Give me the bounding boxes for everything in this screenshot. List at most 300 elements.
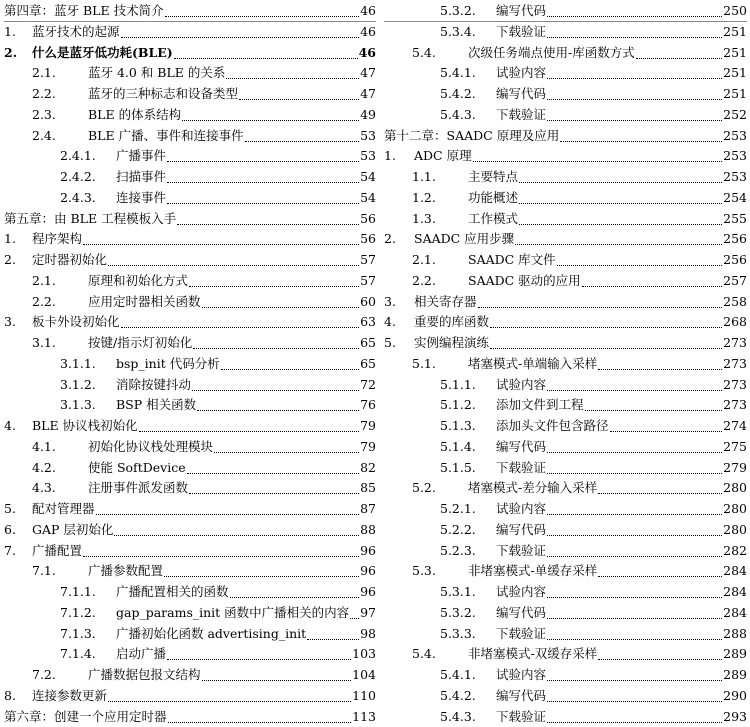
toc-entry[interactable] bbox=[384, 228, 747, 249]
toc-entry[interactable] bbox=[440, 581, 747, 602]
toc-entry[interactable] bbox=[60, 187, 376, 208]
toc-entry[interactable] bbox=[60, 602, 376, 623]
toc-entry[interactable] bbox=[440, 62, 747, 83]
toc-entry-page: 113 bbox=[352, 708, 376, 724]
toc-leader-dots bbox=[585, 397, 723, 411]
toc-leader-dots bbox=[598, 356, 722, 370]
toc-entry-title: 广播配置相关的函数 bbox=[116, 584, 229, 599]
toc-entry[interactable] bbox=[412, 42, 747, 63]
toc-entry-title: 使能 SoftDevice bbox=[88, 459, 186, 475]
toc-leader-dots bbox=[214, 439, 359, 453]
toc-entry[interactable] bbox=[440, 83, 747, 104]
toc-entry-page: 256 bbox=[723, 231, 747, 247]
toc-entry-number: 1. bbox=[4, 23, 16, 39]
toc-entry-number: 5.2.2. bbox=[440, 521, 476, 537]
toc-entry-page: 96 bbox=[360, 563, 376, 579]
toc-entry-title: BLE 协议栈初始化 bbox=[32, 418, 138, 433]
toc-entry-number: 5.2.3. bbox=[440, 542, 476, 558]
toc-entry-title: 非堵塞模式-双缓存采样 bbox=[468, 646, 598, 662]
toc-entry-title: 程序架构 bbox=[32, 231, 83, 247]
toc-entry-title: ADC 原理 bbox=[414, 148, 472, 164]
toc-entry-title: 试验内容 bbox=[496, 584, 547, 599]
toc-entry-page: 85 bbox=[360, 480, 376, 496]
toc-entry-title: 编写代码 bbox=[496, 3, 547, 18]
toc-entry-page: 110 bbox=[352, 687, 376, 703]
toc-entry-title: 堵塞模式-单端输入采样 bbox=[468, 355, 598, 371]
toc-entry-number: 5.1.2. bbox=[440, 397, 476, 413]
toc-leader-dots bbox=[547, 605, 722, 619]
toc-entry[interactable] bbox=[60, 581, 376, 602]
toc-leader-dots bbox=[598, 563, 722, 577]
toc-entry-page: 46 bbox=[358, 44, 376, 60]
toc-entry-page: 46 bbox=[360, 3, 376, 18]
toc-entry-page: 256 bbox=[723, 252, 747, 267]
toc-entry[interactable] bbox=[412, 208, 747, 229]
toc-entry[interactable] bbox=[440, 623, 747, 644]
toc-entry-title: 试验内容 bbox=[496, 501, 547, 516]
toc-entry-page: 288 bbox=[723, 625, 747, 641]
toc-entry[interactable] bbox=[4, 311, 376, 332]
toc-entry-number: 5.3.1. bbox=[440, 584, 476, 599]
toc-entry[interactable] bbox=[440, 457, 747, 478]
toc-entry-page: 97 bbox=[360, 604, 376, 620]
toc-entry-number: 5.4.3. bbox=[440, 708, 476, 724]
toc-entry[interactable] bbox=[384, 291, 747, 312]
toc-entry-page: 56 bbox=[360, 231, 376, 247]
toc-entry-title: 连接参数更新 bbox=[32, 687, 108, 703]
toc-leader-dots bbox=[108, 252, 359, 266]
toc-entry-page: 250 bbox=[723, 3, 747, 18]
toc-leader-dots bbox=[108, 688, 351, 702]
toc-entry[interactable] bbox=[4, 0, 376, 21]
toc-entry-number: 7. bbox=[4, 542, 16, 558]
toc-entry-page: 65 bbox=[360, 335, 376, 350]
toc-leader-dots bbox=[547, 65, 722, 79]
toc-leader-dots bbox=[245, 128, 360, 142]
toc-entry-number: 2. bbox=[384, 231, 396, 247]
toc-entry[interactable] bbox=[32, 457, 376, 478]
toc-entry-title: 蓝牙的三种标志和设备类型 bbox=[88, 86, 239, 101]
toc-leader-dots bbox=[490, 314, 722, 328]
toc-entry[interactable] bbox=[4, 519, 376, 540]
toc-entry-number: 第五章： bbox=[4, 210, 55, 226]
toc-entry[interactable] bbox=[440, 706, 747, 727]
toc-leader-dots bbox=[197, 397, 359, 411]
toc-entry-number: 1. bbox=[384, 148, 396, 164]
toc-entry[interactable] bbox=[32, 664, 376, 685]
toc-entry-page: 280 bbox=[723, 480, 747, 496]
toc-entry-title: 相关寄存器 bbox=[414, 293, 477, 309]
toc-entry-title: 扫描事件 bbox=[116, 169, 167, 184]
toc-entry-number: 2.1. bbox=[412, 252, 436, 267]
toc-entry-number: 2.1. bbox=[32, 272, 56, 288]
toc-entry-title: SAADC 原理及应用 bbox=[446, 127, 560, 143]
toc-entry-page: 279 bbox=[723, 459, 747, 475]
toc-entry-page: 280 bbox=[723, 501, 747, 516]
toc-entry[interactable] bbox=[32, 436, 376, 457]
toc-entry-title: 下载验证 bbox=[496, 23, 547, 39]
toc-entry-title: 原理和初始化方式 bbox=[88, 272, 189, 288]
toc-entry-page: 87 bbox=[360, 501, 376, 516]
toc-entry-page: 88 bbox=[360, 521, 376, 537]
toc-entry-title: 什么是蓝牙低功耗(BLE) bbox=[32, 44, 173, 60]
toc-entry-title: 消除按键抖动 bbox=[116, 376, 192, 392]
toc-entry-number: 5.2. bbox=[412, 480, 436, 496]
toc-entry-number: 7.1.2. bbox=[60, 604, 96, 620]
toc-entry[interactable] bbox=[60, 623, 376, 644]
toc-entry-title: 应用定时器相关函数 bbox=[88, 293, 201, 309]
toc-entry[interactable] bbox=[440, 602, 747, 623]
toc-leader-dots bbox=[547, 439, 722, 453]
toc-leader-dots bbox=[560, 128, 722, 142]
toc-entry-title: BLE 广播、事件和连接事件 bbox=[88, 127, 244, 143]
toc-entry-title: bsp_init 代码分析 bbox=[116, 355, 220, 371]
toc-entry-title: 编写代码 bbox=[496, 604, 547, 620]
toc-leader-dots bbox=[519, 190, 722, 204]
toc-leader-dots bbox=[307, 626, 359, 640]
toc-entry-title: 主要特点 bbox=[468, 169, 519, 184]
toc-entry-number: 1.2. bbox=[412, 189, 436, 205]
toc-entry[interactable] bbox=[412, 249, 747, 270]
toc-entry-page: 60 bbox=[360, 293, 376, 309]
toc-entry[interactable] bbox=[32, 83, 376, 104]
toc-entry-page: 251 bbox=[723, 65, 747, 81]
toc-entry[interactable] bbox=[32, 291, 376, 312]
toc-entry-page: 72 bbox=[360, 376, 376, 392]
toc-entry[interactable] bbox=[384, 332, 747, 353]
toc-leader-dots bbox=[221, 356, 359, 370]
toc-entry-page: 289 bbox=[723, 646, 747, 662]
toc-entry-page: 274 bbox=[723, 418, 747, 433]
toc-entry-page: 56 bbox=[360, 210, 376, 226]
toc-leader-dots bbox=[167, 190, 359, 204]
toc-entry-number: 2.4.2. bbox=[60, 169, 96, 184]
toc-entry-page: 284 bbox=[723, 563, 747, 579]
toc-leader-dots bbox=[547, 86, 722, 100]
toc-leader-dots bbox=[168, 709, 352, 723]
toc-entry[interactable] bbox=[32, 270, 376, 291]
toc-entry[interactable] bbox=[412, 353, 747, 374]
toc-entry-number: 3.1. bbox=[32, 335, 56, 350]
toc-entry-number: 5.3.2. bbox=[440, 3, 476, 18]
toc-leader-dots bbox=[187, 460, 360, 474]
toc-entry-number: 7.2. bbox=[32, 667, 56, 682]
toc-leader-dots bbox=[547, 626, 722, 640]
toc-entry-title: 功能概述 bbox=[468, 189, 519, 205]
toc-leader-dots bbox=[114, 522, 359, 536]
toc-leader-dots bbox=[547, 460, 722, 474]
toc-leader-dots bbox=[473, 148, 723, 162]
toc-leader-dots bbox=[83, 543, 359, 557]
toc-entry-title: 下载验证 bbox=[496, 459, 547, 475]
toc-entry[interactable] bbox=[440, 498, 747, 519]
toc-entry-number: 2.3. bbox=[32, 106, 56, 122]
toc-entry-page: 273 bbox=[723, 376, 747, 392]
toc-entry-page: 252 bbox=[723, 106, 747, 122]
toc-entry[interactable] bbox=[412, 270, 747, 291]
toc-entry-page: 104 bbox=[352, 667, 376, 682]
toc-entry-title: BLE 的体系结构 bbox=[88, 106, 182, 122]
toc-entry-title: 编写代码 bbox=[496, 521, 547, 537]
toc-entry-page: 79 bbox=[360, 418, 376, 433]
toc-entry-page: 275 bbox=[723, 438, 747, 454]
toc-entry[interactable] bbox=[60, 394, 376, 415]
toc-leader-dots bbox=[192, 377, 359, 391]
toc-entry-number: 5.3.3. bbox=[440, 625, 476, 641]
toc-entry-number: 第六章： bbox=[4, 708, 55, 724]
toc-entry-page: 76 bbox=[360, 397, 376, 413]
toc-leader-dots bbox=[636, 45, 722, 59]
toc-leader-dots bbox=[189, 480, 359, 494]
toc-entry[interactable] bbox=[440, 374, 747, 395]
toc-entry-number: 5. bbox=[384, 335, 396, 350]
toc-entry-number: 4.1. bbox=[32, 438, 56, 454]
toc-entry-number: 5.3. bbox=[412, 563, 436, 579]
toc-entry[interactable] bbox=[440, 685, 747, 706]
toc-entry-page: 79 bbox=[360, 438, 376, 454]
toc-entry[interactable] bbox=[440, 0, 747, 21]
toc-entry-number: 7.1.3. bbox=[60, 625, 96, 641]
toc-entry-title: SAADC 应用步骤 bbox=[414, 231, 515, 247]
toc-entry-page: 273 bbox=[723, 335, 747, 350]
toc-entry-number: 第十二章： bbox=[384, 127, 447, 143]
toc-leader-dots bbox=[182, 107, 359, 121]
toc-entry[interactable] bbox=[440, 394, 747, 415]
toc-entry[interactable] bbox=[412, 477, 747, 498]
toc-entry-number: 5.4.1. bbox=[440, 667, 476, 682]
toc-entry-page: 53 bbox=[360, 127, 376, 143]
toc-entry-number: 5.4.3. bbox=[440, 106, 476, 122]
toc-entry[interactable] bbox=[412, 643, 747, 664]
toc-entry[interactable] bbox=[4, 249, 376, 270]
toc-entry-page: 254 bbox=[723, 189, 747, 205]
toc-entry[interactable] bbox=[32, 104, 376, 125]
toc-leader-dots bbox=[598, 646, 722, 660]
toc-entry[interactable] bbox=[440, 519, 747, 540]
toc-entry[interactable] bbox=[60, 643, 376, 664]
toc-entry-page: 54 bbox=[360, 189, 376, 205]
toc-entry-page: 284 bbox=[723, 604, 747, 620]
toc-leader-dots bbox=[557, 252, 722, 266]
toc-entry[interactable] bbox=[440, 664, 747, 685]
toc-entry[interactable] bbox=[4, 21, 376, 42]
toc-entry-number: 2. bbox=[4, 252, 16, 267]
toc-entry-title: BSP 相关函数 bbox=[116, 397, 197, 413]
toc-entry-title: 下载验证 bbox=[496, 708, 547, 724]
toc-leader-dots bbox=[515, 231, 722, 245]
toc-entry-page: 96 bbox=[360, 542, 376, 558]
toc-entry-page: 57 bbox=[360, 272, 376, 288]
toc-leader-dots bbox=[547, 377, 722, 391]
toc-entry[interactable] bbox=[60, 145, 376, 166]
toc-entry-title: 定时器初始化 bbox=[32, 252, 108, 267]
toc-entry-title: 次级任务端点使用-库函数方式 bbox=[468, 44, 635, 60]
toc-entry-number: 4.3. bbox=[32, 480, 56, 496]
toc-leader-dots bbox=[239, 86, 359, 100]
toc-entry[interactable] bbox=[4, 498, 376, 519]
toc-entry-number: 2.4.1. bbox=[60, 148, 96, 164]
toc-entry-number: 3.1.3. bbox=[60, 397, 96, 413]
toc-entry-page: 103 bbox=[352, 646, 376, 662]
toc-entry[interactable] bbox=[412, 166, 747, 187]
toc-entry-number: 1.1. bbox=[412, 169, 436, 184]
toc-entry[interactable] bbox=[384, 125, 747, 146]
toc-entry-title: 试验内容 bbox=[496, 667, 547, 682]
toc-entry-page: 251 bbox=[723, 23, 747, 39]
toc-entry-number: 8. bbox=[4, 687, 16, 703]
toc-entry-page: 253 bbox=[723, 127, 747, 143]
toc-entry[interactable] bbox=[4, 415, 376, 436]
toc-entry-page: 46 bbox=[360, 23, 376, 39]
toc-entry-page: 289 bbox=[723, 667, 747, 682]
toc-entry-title: 下载验证 bbox=[496, 542, 547, 558]
toc-leader-dots bbox=[547, 543, 722, 557]
toc-entry-page: 284 bbox=[723, 584, 747, 599]
toc-entry-number: 1. bbox=[4, 231, 16, 247]
toc-leader-dots bbox=[202, 294, 360, 308]
toc-entry-number: 5.2.1. bbox=[440, 501, 476, 516]
toc-entry-number: 5.1. bbox=[412, 355, 436, 371]
toc-entry-title: 重要的库函数 bbox=[414, 314, 490, 330]
toc-entry[interactable] bbox=[60, 374, 376, 395]
toc-entry-title: SAADC 库文件 bbox=[468, 252, 556, 267]
toc-entry-title: 试验内容 bbox=[496, 376, 547, 392]
toc-entry[interactable] bbox=[440, 104, 747, 125]
toc-leader-dots bbox=[226, 65, 359, 79]
toc-entry[interactable] bbox=[32, 332, 376, 353]
toc-leader-dots bbox=[121, 24, 360, 38]
toc-entry-page: 253 bbox=[723, 148, 747, 164]
toc-entry[interactable] bbox=[32, 477, 376, 498]
toc-entry-title: 下载验证 bbox=[496, 106, 547, 122]
toc-leader-dots bbox=[167, 646, 351, 660]
toc-entry-title: 编写代码 bbox=[496, 86, 547, 101]
toc-entry[interactable] bbox=[440, 21, 747, 42]
toc-entry[interactable] bbox=[60, 353, 376, 374]
toc-leader-dots bbox=[202, 667, 352, 681]
toc-leader-dots bbox=[547, 501, 722, 515]
toc-entry-number: 4.2. bbox=[32, 459, 56, 475]
toc-leader-dots bbox=[167, 169, 359, 183]
toc-entry-number: 5.1.4. bbox=[440, 438, 476, 454]
toc-leader-dots bbox=[177, 211, 359, 225]
toc-entry-page: 251 bbox=[723, 44, 747, 60]
toc-entry[interactable] bbox=[32, 62, 376, 83]
toc-entry[interactable] bbox=[4, 228, 376, 249]
toc-entry-number: 5.4.2. bbox=[440, 687, 476, 703]
toc-leader-dots bbox=[547, 3, 722, 17]
toc-entry[interactable] bbox=[4, 685, 376, 706]
toc-entry-number: 5.3.4. bbox=[440, 23, 476, 39]
toc-entry-number: 5.4.2. bbox=[440, 86, 476, 101]
toc-entry[interactable] bbox=[440, 540, 747, 561]
toc-entry-number: 5.4. bbox=[412, 44, 436, 60]
toc-entry[interactable] bbox=[32, 560, 376, 581]
toc-entry[interactable] bbox=[32, 125, 376, 146]
toc-entry-title: 按键/指示灯初始化 bbox=[88, 335, 193, 350]
toc-entry-page: 96 bbox=[360, 584, 376, 599]
toc-entry-number: 3. bbox=[4, 314, 16, 330]
toc-entry-title: 蓝牙 4.0 和 BLE 的关系 bbox=[88, 65, 226, 81]
toc-leader-dots bbox=[164, 563, 359, 577]
toc-entry-title: 板卡外设初始化 bbox=[32, 314, 120, 330]
toc-entry-number: 4. bbox=[384, 314, 396, 330]
toc-entry-title: 启动广播 bbox=[116, 646, 167, 662]
toc-entry[interactable] bbox=[4, 540, 376, 561]
toc-entry-number: 2. bbox=[4, 44, 18, 60]
toc-entry-number: 3.1.2. bbox=[60, 376, 96, 392]
toc-leader-dots bbox=[547, 688, 722, 702]
toc-entry-title: 广播配置 bbox=[32, 542, 83, 558]
toc-entry-page: 280 bbox=[723, 521, 747, 537]
toc-entry-title: 创建一个应用定时器 bbox=[54, 708, 167, 724]
toc-entry-page: 253 bbox=[723, 169, 747, 184]
toc-entry-page: 47 bbox=[360, 65, 376, 81]
toc-entry-page: 54 bbox=[360, 169, 376, 184]
toc-entry-title: 添加文件到工程 bbox=[496, 397, 584, 413]
toc-entry-page: 273 bbox=[723, 355, 747, 371]
toc-entry-number: 5.3.2. bbox=[440, 604, 476, 620]
toc-leader-dots bbox=[547, 709, 722, 723]
toc-entry[interactable] bbox=[60, 166, 376, 187]
toc-leader-dots bbox=[350, 605, 359, 619]
toc-entry-page: 49 bbox=[360, 106, 376, 122]
toc-entry-title: 连接事件 bbox=[116, 189, 167, 205]
toc-leader-dots bbox=[490, 335, 722, 349]
toc-leader-dots bbox=[96, 501, 360, 515]
toc-entry-title: 配对管理器 bbox=[32, 501, 95, 516]
toc-leader-dots bbox=[610, 418, 723, 432]
toc-leader-dots bbox=[547, 584, 722, 598]
toc-entry-page: 57 bbox=[360, 252, 376, 267]
toc-entry[interactable] bbox=[4, 42, 376, 63]
toc-entry-page: 293 bbox=[723, 708, 747, 724]
toc-entry-page: 255 bbox=[723, 210, 747, 226]
toc-entry-number: 5.4. bbox=[412, 646, 436, 662]
toc-entry-number: 2.2. bbox=[32, 293, 56, 309]
toc-entry-number: 5.1.1. bbox=[440, 376, 476, 392]
toc-entry-title: 编写代码 bbox=[496, 438, 547, 454]
toc-entry-title: GAP 层初始化 bbox=[32, 521, 114, 537]
toc-entry-page: 282 bbox=[723, 542, 747, 558]
toc-entry[interactable] bbox=[384, 145, 747, 166]
toc-entry-page: 82 bbox=[360, 459, 376, 475]
toc-entry-number: 2.2. bbox=[32, 86, 56, 101]
toc-entry-number: 2.4. bbox=[32, 127, 56, 143]
toc-entry[interactable] bbox=[440, 415, 747, 436]
toc-entry-title: 非堵塞模式-单缓存采样 bbox=[468, 563, 598, 579]
toc-entry-title: 广播事件 bbox=[116, 148, 167, 164]
toc-entry-title: 添加头文件包含路径 bbox=[496, 418, 609, 433]
toc-entry-number: 5.1.3. bbox=[440, 418, 476, 433]
toc-entry-number: 第四章： bbox=[4, 3, 55, 18]
toc-entry[interactable] bbox=[440, 436, 747, 457]
toc-leader-dots bbox=[165, 3, 360, 17]
toc-entry[interactable] bbox=[412, 187, 747, 208]
toc-entry[interactable] bbox=[4, 706, 376, 727]
toc-entry[interactable] bbox=[384, 311, 747, 332]
toc-entry[interactable] bbox=[4, 208, 376, 229]
toc-leader-dots bbox=[519, 211, 722, 225]
toc-entry-number: 3.1.1. bbox=[60, 355, 96, 371]
toc-entry-page: 53 bbox=[360, 148, 376, 164]
toc-entry-title: 工作模式 bbox=[468, 210, 519, 226]
toc-entry[interactable] bbox=[412, 560, 747, 581]
toc-leader-dots bbox=[167, 148, 359, 162]
toc-leader-dots bbox=[174, 45, 358, 59]
toc-leader-dots bbox=[547, 107, 722, 121]
toc-entry-title: 初始化协议栈处理模块 bbox=[88, 438, 214, 454]
